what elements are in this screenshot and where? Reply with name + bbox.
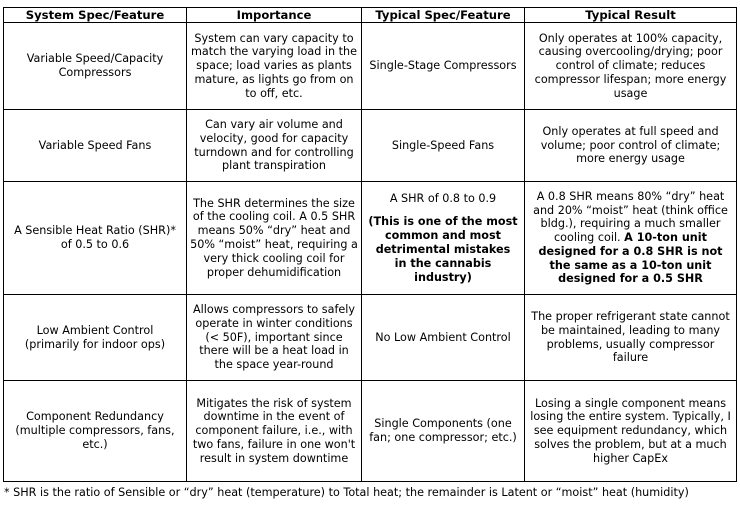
cell-importance: Allows compressors to safely operate in winter conditions (< 50F), important since there will be a heat load in the space year-round (187, 295, 362, 381)
table-row (4, 110, 737, 182)
cell-importance: The SHR determines the size of the cooling coil. A 0.5 SHR means 50% “dry” heat and 50% “moist” heat, requiring a very thick cooling coil for proper dehumidification (187, 182, 362, 295)
header-typical-result: Typical Result (525, 8, 737, 23)
table-row (4, 295, 737, 381)
result-bold-text: A 10-ton unit designed for a 0.8 SHR is not the same as a 10-ton unit designed for a 0.5 SHR (538, 231, 723, 286)
cell-feature: Variable Speed Fans (4, 110, 187, 182)
cell-typical-result (525, 182, 737, 295)
cell-typical-spec: Single-Speed Fans (362, 110, 525, 182)
cell-feature: Low Ambient Control (primarily for indoor ops) (4, 295, 187, 381)
header-importance: Importance (187, 8, 362, 23)
cell-typical-spec: Single Components (one fan; one compressor; etc.) (362, 381, 525, 482)
header-system-spec: System Spec/Feature (4, 8, 187, 23)
cell-feature: A Sensible Heat Ratio (SHR)* of 0.5 to 0.6 (4, 182, 187, 295)
cell-typical-result: The proper refrigerant state cannot be maintained, leading to many problems, usually compressor failure (525, 295, 737, 381)
table-row (4, 381, 737, 482)
typical-spec-bold-note: (This is one of the most common and most detrimental mistakes in the cannabis industry) (368, 215, 518, 284)
cell-feature: Variable Speed/Capacity Compressors (4, 23, 187, 110)
cell-typical-spec (362, 182, 525, 295)
result-text: A 0.8 SHR means 80% “dry” heat and 20% “moist” heat (think office bldg.), requiring a much smaller cooling coil. (533, 189, 728, 245)
table-row (4, 182, 737, 295)
cell-typical-result: Only operates at full speed and volume; poor control of climate; more energy usage (525, 110, 737, 182)
cell-typical-spec: No Low Ambient Control (362, 295, 525, 381)
cell-importance: Can vary air volume and velocity, good for capacity turndown and for controlling plant transpiration (187, 110, 362, 182)
cell-feature: Component Redundancy (multiple compressors, fans, etc.) (4, 381, 187, 482)
cell-importance: System can vary capacity to match the varying load in the space; load varies as plants mature, as lights go from on to off, etc. (187, 23, 362, 110)
spec-comparison-table (3, 7, 737, 482)
header-typical-spec: Typical Spec/Feature (362, 8, 525, 23)
cell-typical-result: Only operates at 100% capacity, causing overcooling/drying; poor control of climate; reduces compressor lifespan; more energy usage (525, 23, 737, 110)
cell-typical-result: Losing a single component means losing the entire system. Typically, I see equipment redundancy, which solves the problem, but at a much higher CapEx (525, 381, 737, 482)
table-row (4, 23, 737, 110)
cell-importance: Mitigates the risk of system downtime in the event of component failure, i.e., with two fans, failure in one won't result in system downtime (187, 381, 362, 482)
shr-footnote: * SHR is the ratio of Sensible or “dry” heat (temperature) to Total heat; the remainder is Latent or “moist” heat (humidity) (4, 486, 689, 499)
cell-typical-spec: Single-Stage Compressors (362, 23, 525, 110)
typical-spec-text: A SHR of 0.8 to 0.9 (389, 191, 497, 205)
table-header-row (4, 8, 737, 23)
